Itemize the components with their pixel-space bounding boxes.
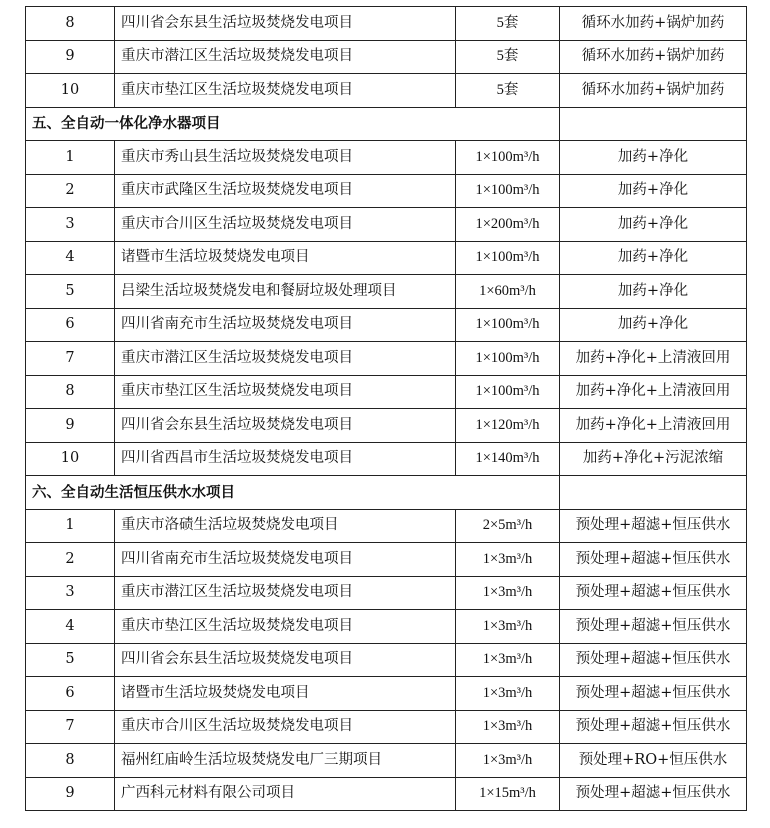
project-name: 福州红庙岭生活垃圾焚烧发电厂三期项目 xyxy=(115,744,456,778)
row-number: 1 xyxy=(26,509,115,543)
table-row xyxy=(26,208,747,242)
table-row xyxy=(26,74,747,108)
process-description: 加药+净化+污泥浓缩 xyxy=(560,442,747,476)
row-number: 9 xyxy=(26,409,115,443)
project-name: 重庆市合川区生活垃圾焚烧发电项目 xyxy=(115,710,456,744)
process-description: 预处理+超滤+恒压供水 xyxy=(560,509,747,543)
row-number: 4 xyxy=(26,241,115,275)
process-description: 加药+净化+上清液回用 xyxy=(560,375,747,409)
project-name: 重庆市潜江区生活垃圾焚烧发电项目 xyxy=(115,342,456,376)
row-number: 7 xyxy=(26,342,115,376)
project-name: 四川省南充市生活垃圾焚烧发电项目 xyxy=(115,543,456,577)
table-row xyxy=(26,610,747,644)
project-table-body xyxy=(26,7,747,811)
table-row xyxy=(26,342,747,376)
process-description: 加药+净化 xyxy=(560,208,747,242)
capacity-spec: 2×5m³/h xyxy=(456,509,560,543)
process-description: 加药+净化 xyxy=(560,141,747,175)
capacity-spec: 1×100m³/h xyxy=(456,342,560,376)
capacity-spec: 1×100m³/h xyxy=(456,141,560,175)
process-description: 加药+净化+上清液回用 xyxy=(560,409,747,443)
row-number: 8 xyxy=(26,7,115,41)
project-name: 吕梁生活垃圾焚烧发电和餐厨垃圾处理项目 xyxy=(115,275,456,309)
process-description: 预处理+超滤+恒压供水 xyxy=(560,710,747,744)
row-number: 3 xyxy=(26,576,115,610)
project-table xyxy=(25,6,747,811)
table-row xyxy=(26,677,747,711)
row-number: 9 xyxy=(26,40,115,74)
capacity-spec: 1×100m³/h xyxy=(456,241,560,275)
project-name: 诸暨市生活垃圾焚烧发电项目 xyxy=(115,677,456,711)
capacity-spec: 1×3m³/h xyxy=(456,643,560,677)
project-name: 重庆市合川区生活垃圾焚烧发电项目 xyxy=(115,208,456,242)
row-number: 5 xyxy=(26,643,115,677)
project-name: 重庆市秀山县生活垃圾焚烧发电项目 xyxy=(115,141,456,175)
section-header-row xyxy=(26,476,747,510)
table-row xyxy=(26,174,747,208)
project-name: 重庆市垫江区生活垃圾焚烧发电项目 xyxy=(115,375,456,409)
table-row xyxy=(26,777,747,811)
capacity-spec: 1×3m³/h xyxy=(456,576,560,610)
process-description: 加药+净化 xyxy=(560,241,747,275)
capacity-spec: 5套 xyxy=(456,74,560,108)
table-row xyxy=(26,710,747,744)
capacity-spec: 1×3m³/h xyxy=(456,710,560,744)
capacity-spec: 1×120m³/h xyxy=(456,409,560,443)
capacity-spec: 5套 xyxy=(456,40,560,74)
section-empty-cell xyxy=(560,107,747,141)
process-description: 加药+净化+上清液回用 xyxy=(560,342,747,376)
process-description: 循环水加药+锅炉加药 xyxy=(560,40,747,74)
capacity-spec: 1×15m³/h xyxy=(456,777,560,811)
row-number: 6 xyxy=(26,308,115,342)
capacity-spec: 1×100m³/h xyxy=(456,308,560,342)
table-row xyxy=(26,442,747,476)
project-name: 重庆市垫江区生活垃圾焚烧发电项目 xyxy=(115,610,456,644)
process-description: 加药+净化 xyxy=(560,174,747,208)
project-name: 重庆市武隆区生活垃圾焚烧发电项目 xyxy=(115,174,456,208)
capacity-spec: 1×3m³/h xyxy=(456,677,560,711)
process-description: 加药+净化 xyxy=(560,308,747,342)
table-row xyxy=(26,543,747,577)
project-name: 诸暨市生活垃圾焚烧发电项目 xyxy=(115,241,456,275)
project-name: 重庆市垫江区生活垃圾焚烧发电项目 xyxy=(115,74,456,108)
row-number: 10 xyxy=(26,442,115,476)
project-name: 广西科元材料有限公司项目 xyxy=(115,777,456,811)
capacity-spec: 1×100m³/h xyxy=(456,375,560,409)
section-header-row xyxy=(26,107,747,141)
table-row xyxy=(26,576,747,610)
section-empty-cell xyxy=(560,476,747,510)
section-title: 六、全自动生活恒压供水水项目 xyxy=(26,476,560,510)
project-name: 四川省会东县生活垃圾焚烧发电项目 xyxy=(115,7,456,41)
table-row xyxy=(26,141,747,175)
table-row xyxy=(26,643,747,677)
row-number: 8 xyxy=(26,744,115,778)
process-description: 预处理+超滤+恒压供水 xyxy=(560,777,747,811)
row-number: 1 xyxy=(26,141,115,175)
table-row xyxy=(26,7,747,41)
project-name: 重庆市洛碛生活垃圾焚烧发电项目 xyxy=(115,509,456,543)
project-name: 四川省南充市生活垃圾焚烧发电项目 xyxy=(115,308,456,342)
section-title: 五、全自动一体化净水器项目 xyxy=(26,107,560,141)
process-description: 预处理+超滤+恒压供水 xyxy=(560,677,747,711)
row-number: 4 xyxy=(26,610,115,644)
capacity-spec: 1×3m³/h xyxy=(456,610,560,644)
process-description: 预处理+超滤+恒压供水 xyxy=(560,610,747,644)
row-number: 5 xyxy=(26,275,115,309)
table-row xyxy=(26,744,747,778)
table-row xyxy=(26,509,747,543)
row-number: 8 xyxy=(26,375,115,409)
project-name: 重庆市潜江区生活垃圾焚烧发电项目 xyxy=(115,40,456,74)
table-row xyxy=(26,409,747,443)
process-description: 循环水加药+锅炉加药 xyxy=(560,74,747,108)
process-description: 预处理+超滤+恒压供水 xyxy=(560,643,747,677)
project-name: 四川省西昌市生活垃圾焚烧发电项目 xyxy=(115,442,456,476)
table-row xyxy=(26,375,747,409)
project-name: 四川省会东县生活垃圾焚烧发电项目 xyxy=(115,643,456,677)
capacity-spec: 1×100m³/h xyxy=(456,174,560,208)
capacity-spec: 5套 xyxy=(456,7,560,41)
row-number: 10 xyxy=(26,74,115,108)
table-row xyxy=(26,275,747,309)
row-number: 2 xyxy=(26,543,115,577)
process-description: 预处理+超滤+恒压供水 xyxy=(560,576,747,610)
capacity-spec: 1×3m³/h xyxy=(456,744,560,778)
process-description: 预处理+RO+恒压供水 xyxy=(560,744,747,778)
process-description: 预处理+超滤+恒压供水 xyxy=(560,543,747,577)
capacity-spec: 1×200m³/h xyxy=(456,208,560,242)
project-name: 重庆市潜江区生活垃圾焚烧发电项目 xyxy=(115,576,456,610)
process-description: 加药+净化 xyxy=(560,275,747,309)
table-row xyxy=(26,241,747,275)
row-number: 6 xyxy=(26,677,115,711)
project-name: 四川省会东县生活垃圾焚烧发电项目 xyxy=(115,409,456,443)
capacity-spec: 1×3m³/h xyxy=(456,543,560,577)
capacity-spec: 1×60m³/h xyxy=(456,275,560,309)
row-number: 2 xyxy=(26,174,115,208)
table-row xyxy=(26,40,747,74)
row-number: 7 xyxy=(26,710,115,744)
table-row xyxy=(26,308,747,342)
row-number: 9 xyxy=(26,777,115,811)
row-number: 3 xyxy=(26,208,115,242)
process-description: 循环水加药+锅炉加药 xyxy=(560,7,747,41)
capacity-spec: 1×140m³/h xyxy=(456,442,560,476)
